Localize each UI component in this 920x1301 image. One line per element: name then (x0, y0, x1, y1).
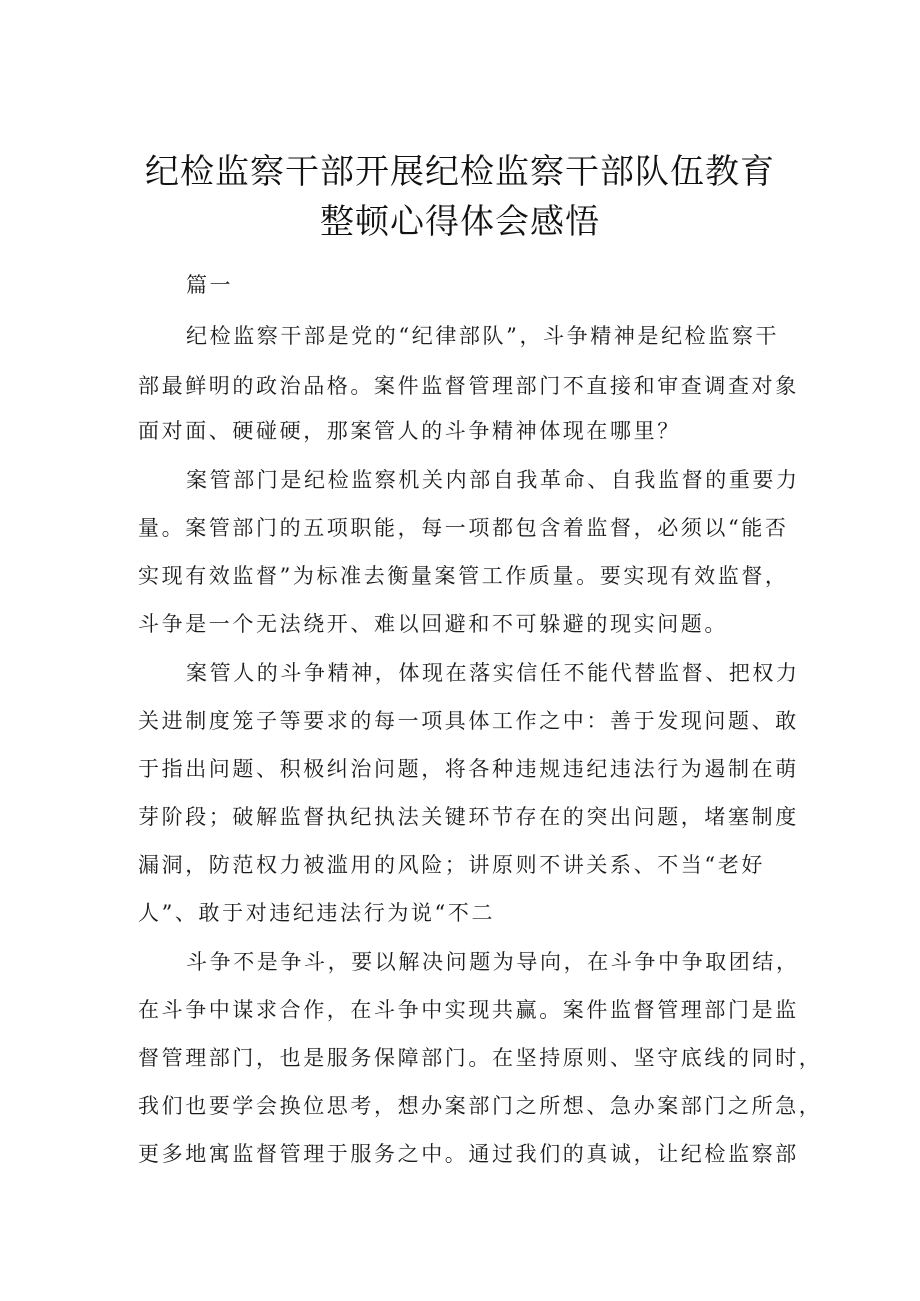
paragraph-line: 纪检监察干部是党的“纪律部队”，斗争精神是纪检监察干 (186, 324, 780, 348)
paragraph-line: 更多地寓监督管理于服务之中。通过我们的真诚，让纪检监察部 (138, 1142, 799, 1166)
document-title-line-2: 整顿心得体会感悟 (320, 202, 600, 242)
paragraph-line: 案管人的斗争精神，体现在落实信任不能代替监督、把权力 (186, 661, 800, 685)
paragraph-line: 于指出问题、积极纠治问题，将各种违规违纪违法行为遏制在萌 (138, 757, 799, 781)
paragraph-line: 漏洞，防范权力被滥用的风险；讲原则不讲关系、不当“老好 (138, 853, 765, 877)
paragraph-line: 人”、敢于对违纪违法行为说“不二 (138, 901, 496, 925)
paragraph-line: 斗争是一个无法绕开、难以回避和不可躲避的现实问题。 (138, 612, 728, 636)
paragraph-line: 斗争不是争斗，要以解决问题为导向，在斗争中争取团结， (186, 950, 800, 974)
paragraph-line: 督管理部门，也是服务保障部门。在坚持原则、坚守底线的同时， (138, 1046, 823, 1070)
paragraph-line: 在斗争中谋求合作，在斗争中实现共赢。案件监督管理部门是监 (138, 998, 799, 1022)
paragraph-line: 我们也要学会换位思考，想办案部门之所想、急办案部门之所急， (138, 1094, 823, 1118)
paragraph-line: 量。案管部门的五项职能，每一项都包含着监督，必须以“能否 (138, 516, 789, 540)
paragraph-line: 关进制度笼子等要求的每一项具体工作之中：善于发现问题、敢 (138, 709, 799, 733)
paragraph-line: 部最鲜明的政治品格。案件监督管理部门不直接和审查调查对象 (138, 374, 799, 398)
section-label: 篇一 (186, 273, 234, 297)
paragraph-line: 面对面、硬碰硬，那案管人的斗争精神体现在哪里？ (138, 419, 681, 443)
paragraph-line: 案管部门是纪检监察机关内部自我革命、自我监督的重要力 (186, 468, 800, 492)
paragraph-line: 实现有效监督”为标准去衡量案管工作质量。要实现有效监督， (138, 564, 789, 588)
document-title-line-1: 纪检监察干部开展纪检监察干部队伍教育 (145, 152, 775, 192)
paragraph-line: 芽阶段；破解监督执纪执法关键环节存在的突出问题，堵塞制度 (138, 805, 799, 829)
